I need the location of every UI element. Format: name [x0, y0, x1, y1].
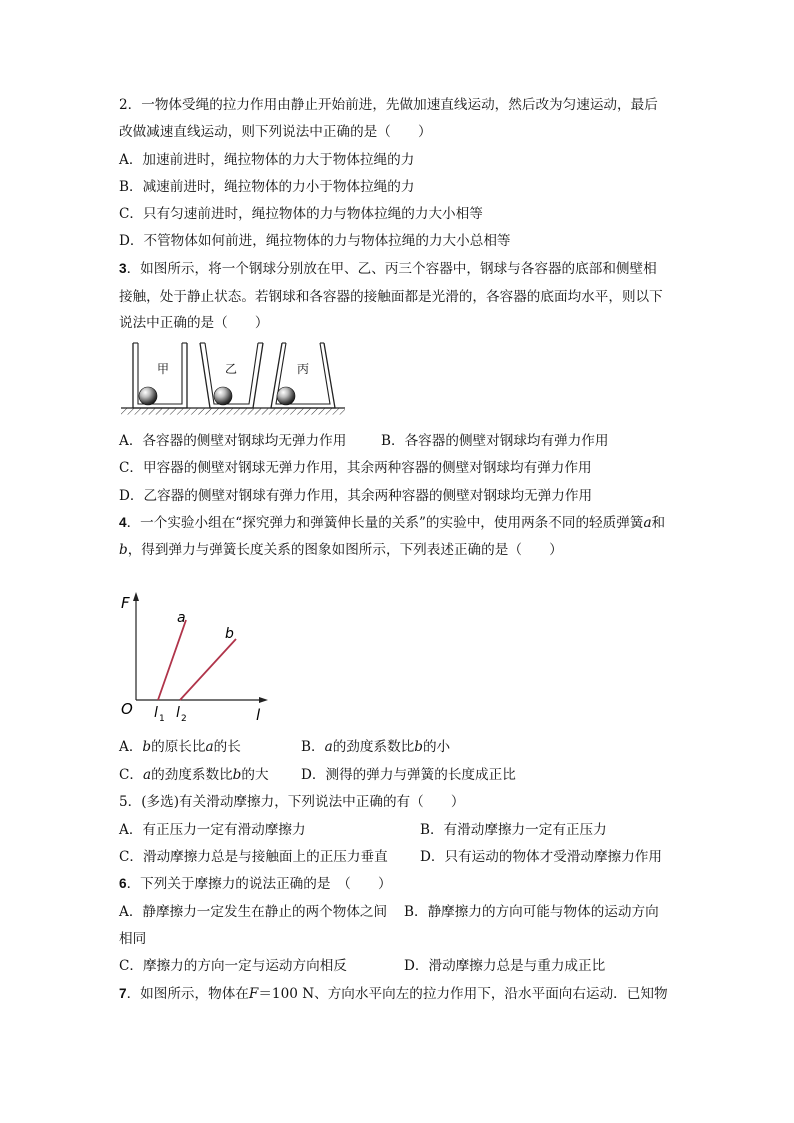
- q5-stem: 5．(多选)有关滑动摩擦力，下列说法中正确的有（ ）: [119, 794, 465, 810]
- force-var: F: [248, 986, 259, 1002]
- q4-option-b-var1: a: [324, 739, 333, 755]
- q6-stem-text: ．下列关于摩擦力的说法正确的是 （ ）: [126, 876, 392, 892]
- q2-option-a: A．加速前进时，绳拉物体的力大于物体拉绳的力: [119, 152, 415, 168]
- q3-option-c: C．甲容器的侧壁对钢球无弹力作用，其余两种容器的侧壁对钢球均有弹力作用: [119, 460, 592, 476]
- q4-option-a-var2: a: [205, 739, 214, 755]
- q4-option-b-var2: b: [414, 739, 423, 755]
- q4-stem-text: ．一个实验小组在“探究弹力和弹簧伸长量的关系”的实验中，使用两条不同的轻质弹簧: [126, 515, 644, 531]
- q4-option-b-mid: 的劲度系数比: [332, 739, 415, 755]
- q4-option-a-end: 的长: [213, 739, 241, 755]
- container-label-bing: 丙: [296, 362, 310, 376]
- q4-option-a: [119, 737, 241, 757]
- q6-option-a: A．静摩擦力一定发生在静止的两个物体之间: [119, 904, 388, 920]
- container-label-jia: 甲: [156, 362, 170, 376]
- q3-stem-line3: 说法中正确的是（ ）: [119, 315, 269, 331]
- q5-option-d: D．只有运动的物体才受滑动摩擦力作用: [420, 849, 662, 865]
- q3-stem-line1: [119, 259, 657, 279]
- q4-stem-line2: [119, 540, 563, 560]
- q6-stem: [119, 874, 392, 894]
- q7-stem: [119, 984, 668, 1004]
- x-axis-label: l: [256, 706, 261, 724]
- q4-option-c-mid: 的劲度系数比: [151, 767, 233, 783]
- q4-option-b-end: 的小: [422, 739, 451, 755]
- q4-option-b: [301, 737, 450, 757]
- q7-stem-text-end: ＝100 N、方向水平向左的拉力作用下，沿水平面向右运动．已知物: [258, 986, 668, 1002]
- q3-stem-line2: 接触，处于静止状态。若钢球和各容器的接触面都是光滑的，各容器的底面均水平，则以下: [119, 289, 663, 305]
- q3-stem-text: ．如图所示，将一个钢球分别放在甲、乙、丙三个容器中，钢球与各容器的底部和侧壁相: [126, 261, 657, 277]
- y-axis-label: F: [121, 594, 130, 612]
- q2-option-b: B．减速前进时，绳拉物体的力小于物体拉绳的力: [119, 179, 415, 195]
- q3-containers-figure: [119, 338, 351, 422]
- q7-number: 7: [119, 986, 127, 1001]
- q3-number: 3: [119, 261, 127, 276]
- q4-force-length-graph: [119, 590, 279, 726]
- q4-option-a-var1: b: [142, 739, 152, 755]
- line-b: [180, 639, 236, 700]
- origin-label: O: [121, 700, 133, 718]
- q6-option-d: D．滑动摩擦力总是与重力成正比: [404, 958, 606, 974]
- q4-number: 4: [119, 515, 127, 530]
- spring-a-var: a: [643, 515, 652, 531]
- q4-option-c-var2: b: [232, 767, 242, 783]
- q2-stem-line1: 2．一物体受绳的拉力作用由静止开始前进，先做加速直线运动，然后改为匀速运动，最后: [119, 97, 658, 113]
- q4-stem-text-end: 和: [651, 515, 666, 531]
- line-b-label: b: [225, 626, 234, 642]
- tick-l2-subscript: 2: [181, 714, 187, 724]
- q2-stem-line2: 改做减速直线运动，则下列说法中正确的是（ ）: [119, 124, 432, 140]
- q3-option-d: D．乙容器的侧壁对钢球有弹力作用，其余两种容器的侧壁对钢球均无弹力作用: [119, 488, 593, 504]
- ground: [121, 408, 345, 415]
- q5-option-b: B．有滑动摩擦力一定有正压力: [420, 822, 607, 838]
- tick-l1-subscript: 1: [159, 714, 165, 724]
- q3-option-a: A．各容器的侧壁对钢球均无弹力作用: [119, 433, 347, 449]
- q4-option-c-letter: C．: [119, 767, 143, 783]
- spring-b-var: b: [119, 542, 128, 558]
- q4-stem-text2: ，得到弹力与弹簧长度关系的图象如图所示，下列表述正确的是（ ）: [127, 542, 563, 558]
- x-axis-arrow-icon: [259, 697, 268, 703]
- q2-option-c: C．只有匀速前进时，绳拉物体的力与物体拉绳的力大小相等: [119, 206, 483, 222]
- q4-option-c-end: 的大: [241, 767, 269, 783]
- q4-option-c: [119, 765, 269, 785]
- q4-option-a-mid: 的原长比: [151, 739, 206, 755]
- steel-ball: [277, 387, 295, 405]
- steel-ball: [214, 387, 232, 405]
- steel-ball: [139, 387, 157, 405]
- tick-l2-label: l: [176, 705, 180, 721]
- tick-l1-label: l: [154, 705, 158, 721]
- q5-option-a: A．有正压力一定有滑动摩擦力: [119, 822, 306, 838]
- q5-option-c: C．滑动摩擦力总是与接触面上的正压力垂直: [119, 849, 388, 865]
- q4-option-c-var1: a: [143, 767, 152, 783]
- y-axis-arrow-icon: [133, 592, 139, 601]
- q6-option-b: B．静摩擦力的方向可能与物体的运动方向: [404, 904, 659, 920]
- q6-option-b-cont: 相同: [119, 931, 147, 947]
- q7-stem-text: ．如图所示，物体在: [126, 986, 249, 1002]
- q4-option-a-letter: A．: [119, 739, 143, 755]
- q4-option-d: D．测得的弹力与弹簧的长度成正比: [301, 767, 516, 783]
- q4-option-b-letter: B．: [301, 739, 325, 755]
- line-a-label: a: [177, 610, 186, 626]
- q6-option-c: C．摩擦力的方向一定与运动方向相反: [119, 958, 347, 974]
- container-label-yi: 乙: [224, 362, 238, 376]
- q3-option-b: B．各容器的侧壁对钢球均有弹力作用: [381, 433, 609, 449]
- line-a: [158, 620, 186, 700]
- q4-stem-line1: [119, 513, 665, 533]
- q6-number: 6: [119, 876, 127, 891]
- q2-option-d: D．不管物体如何前进，绳拉物体的力与物体拉绳的力大小总相等: [119, 233, 511, 249]
